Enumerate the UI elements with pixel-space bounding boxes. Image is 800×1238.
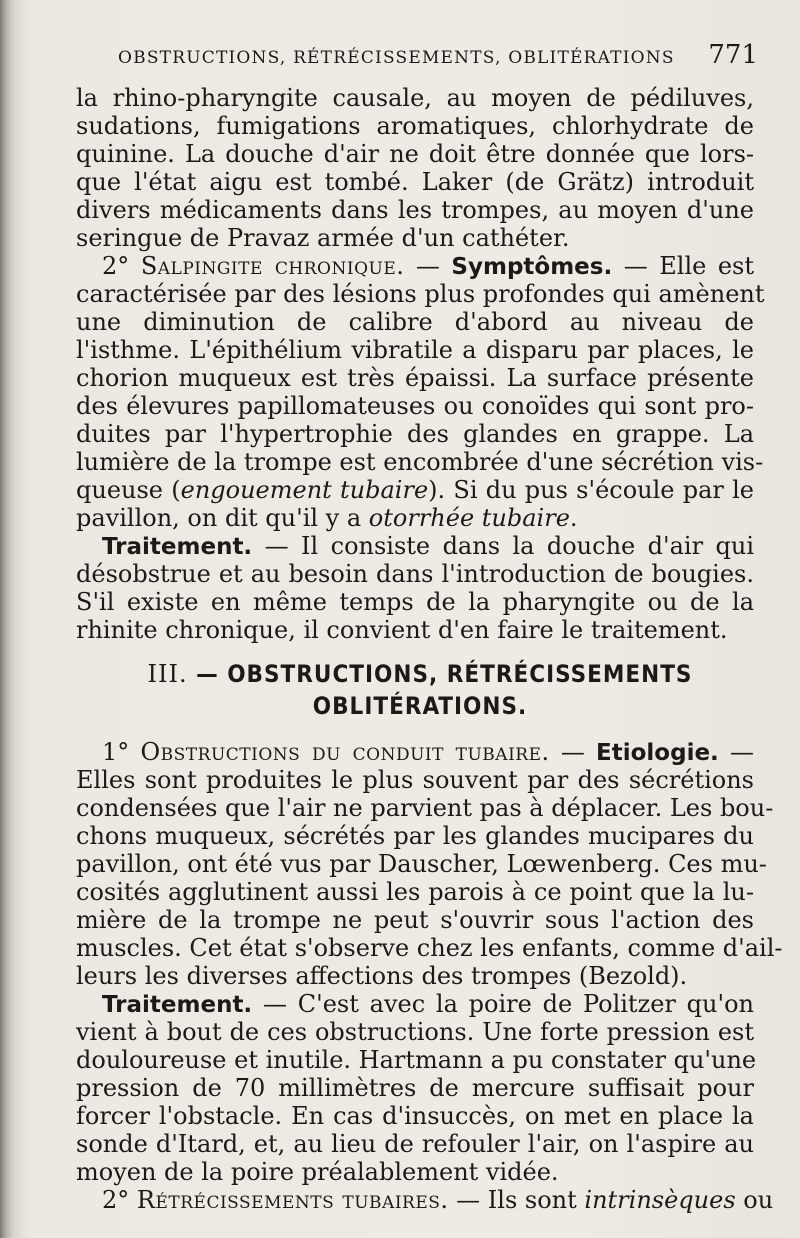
text-line: chorion muqueux est très épaissi. La surface présente	[76, 364, 754, 392]
text-line: mière de la trompe ne peut s'ouvrir sous l'action des	[76, 906, 754, 934]
section-heading	[40, 658, 800, 690]
text-line: désobstrue et au besoin dans l'introduction de bougies.	[76, 560, 754, 588]
text-run: — C'est avec la poire de Politzer qu'on	[252, 990, 754, 1018]
running-head	[118, 40, 758, 70]
running-title: OBSTRUCTIONS, RÉTRÉCISSEMENTS, OBLITÉRATIONS	[118, 48, 675, 68]
text-line: l'isthme. L'épithélium vibratile a disparu par places, le	[76, 336, 754, 364]
text-line: que l'état aigu est tombé. Laker (de Grätz) introduit	[76, 168, 754, 196]
text-line: rhinite chronique, il convient d'en faire le traitement.	[76, 616, 728, 644]
text-run: queuse (	[76, 476, 181, 504]
text-line: duites par l'hypertrophie des glandes en grappe. La	[76, 420, 754, 448]
dash: —	[187, 660, 228, 688]
subsection-label: Salpingite chronique.	[140, 252, 405, 280]
subsection-heading-line	[76, 252, 754, 280]
italic-term: engouement tubaire	[180, 476, 429, 504]
text-line: leurs les diverses affections des trompes (Bezold).	[76, 962, 688, 990]
text-line: quinine. La douche d'air ne doit être donnée que lors-	[76, 140, 754, 168]
text-line: condensées que l'air ne parvient pas à déplacer. Les bou-	[76, 794, 774, 822]
text-line: caractérisée par des lésions plus profondes qui amènent	[76, 280, 765, 308]
treatment-title: Traitement.	[102, 992, 253, 1018]
section-numeral: III.	[147, 660, 188, 688]
text-line: Elles sont produites le plus souvent par des sécrétions	[76, 766, 754, 794]
subsection-number: 2°	[102, 1186, 130, 1214]
subsection-heading-line	[76, 1186, 774, 1214]
text-line: seringue de Pravaz armée d'un cathéter.	[76, 224, 570, 252]
text-line: moyen de la poire préalablement vidée.	[76, 1158, 559, 1186]
text-line: divers médicaments dans les trompes, au moyen d'une	[76, 196, 754, 224]
text-line: la rhino-pharyngite causale, au moyen de pédiluves,	[76, 84, 754, 112]
text-line: pavillon, ont été vus par Dauscher, Lœwenberg. Ces mu-	[76, 850, 767, 878]
text-line: chons muqueux, sécrétés par les glandes mucipares du	[76, 822, 754, 850]
text-line: forcer l'obstacle. En cas d'insuccès, on met en place la	[76, 1102, 754, 1130]
text-line	[76, 476, 754, 504]
text-line: sonde d'Itard, et, au lieu de refouler l'air, on l'aspire au	[76, 1130, 754, 1158]
text-run: — Ils sont	[448, 1186, 585, 1214]
text-line: des élevures papillomateuses ou conoïdes qui sont pro-	[76, 392, 754, 420]
text-run: .	[569, 504, 578, 532]
subsection-label: Obstructions du conduit tubaire.	[140, 738, 550, 766]
dash: —	[549, 738, 597, 766]
text-line: une diminution de calibre d'abord au niveau de	[76, 308, 754, 336]
subsection-title: Symptômes.	[451, 254, 613, 280]
section-heading-cont: OBLITÉRATIONS.	[312, 692, 528, 720]
text-run: — Elle est	[612, 252, 754, 280]
treatment-heading-line	[76, 532, 754, 560]
text-line: lumière de la trompe est encombrée d'une sécrétion vis-	[76, 448, 764, 476]
text-line: muscles. Cet état s'observe chez les enfants, comme d'ail-	[76, 934, 783, 962]
italic-term: intrinsèques	[584, 1186, 736, 1214]
text-run: pavillon, on dit qu'il y a	[76, 504, 369, 532]
text-line: vient à bout de ces obstructions. Une forte pression est	[76, 1018, 754, 1046]
treatment-heading-line	[76, 990, 754, 1018]
text-line: pression de 70 millimètres de mercure suffisait pour	[76, 1074, 754, 1102]
subsection-label: Rétrécissements tubaires.	[136, 1186, 449, 1214]
subsection-number: 1°	[102, 738, 130, 766]
section-title: OBSTRUCTIONS, RÉTRÉCISSEMENTS	[227, 660, 693, 688]
text-line: S'il existe en même temps de la pharyngite ou de la	[76, 588, 754, 616]
dash: —	[404, 252, 452, 280]
text-line: douloureuse et inutile. Hartmann a pu constater qu'une	[76, 1046, 757, 1074]
text-line: sudations, fumigations aromatiques, chlorhydrate de	[76, 112, 754, 140]
text-run: ou	[735, 1186, 774, 1214]
page-number: 771	[708, 40, 758, 70]
treatment-title: Traitement.	[102, 534, 253, 560]
text-run: —	[718, 738, 754, 766]
text-line: cosités agglutinent aussi les parois à ce point que la lu-	[76, 878, 754, 906]
text-line	[76, 504, 754, 532]
text-run: ). Si du pus s'écoule par le	[428, 476, 754, 504]
subsection-heading-line	[76, 738, 754, 766]
italic-term: otorrhée tubaire	[368, 504, 570, 532]
subsection-number: 2°	[102, 252, 130, 280]
text-run: — Il consiste dans la douche d'air qui	[252, 532, 754, 560]
subsection-title: Etiologie.	[596, 740, 719, 766]
